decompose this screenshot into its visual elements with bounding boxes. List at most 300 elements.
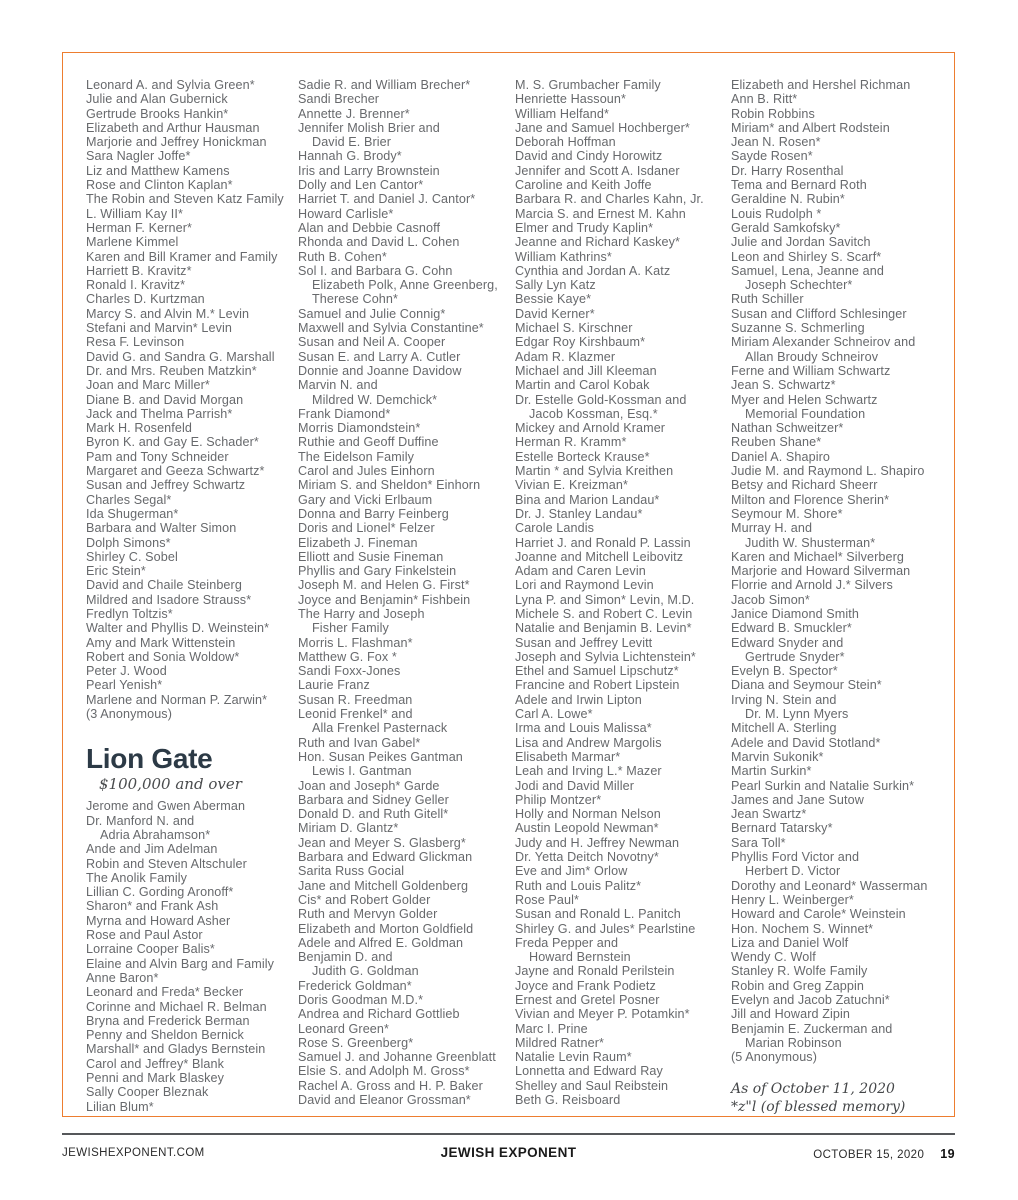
donor-name: Sally Lyn Katz xyxy=(515,278,596,293)
donor-name: Jane and Mitchell Goldenberg xyxy=(298,878,469,893)
donor-name: Bessie Kaye* xyxy=(515,292,592,307)
donor-name: Martin and Carol Kobak xyxy=(515,378,650,393)
donor-name: (5 Anonymous) xyxy=(731,1050,817,1065)
donor-name: Louis Rudolph * xyxy=(731,206,822,221)
donor-name: Morris Diamondstein* xyxy=(298,421,421,436)
donor-name: Dr. and Mrs. Reuben Matzkin* xyxy=(86,363,257,378)
donor-name: Barbara and Walter Simon xyxy=(86,521,237,536)
donor-name: Shirley C. Sobel xyxy=(86,549,178,564)
donor-name: Pearl Surkin and Natalie Surkin* xyxy=(731,778,915,793)
donor-name: Donnie and Joanne Davidow xyxy=(298,363,462,378)
donor-name: Howard Bernstein xyxy=(529,950,631,965)
donor-name: Myer and Helen Schwartz xyxy=(731,392,878,407)
donor-name: Gary and Vicki Erlbaum xyxy=(298,492,433,507)
footer-rule xyxy=(62,1133,955,1135)
donor-name: Edward B. Smuckler* xyxy=(731,621,852,636)
donor-name: Donald D. and Ruth Gitell* xyxy=(298,807,449,822)
donor-name: Bernard Tatarsky* xyxy=(731,821,833,836)
section-subtitle: $100,000 and over xyxy=(99,775,242,794)
donor-name: Lyna P. and Simon* Levin, M.D. xyxy=(515,592,695,607)
donor-name: Elizabeth J. Fineman xyxy=(298,535,418,550)
donor-name: Adele and Irwin Lipton xyxy=(515,692,642,707)
donor-name: Vivian E. Kreizman* xyxy=(515,478,628,493)
donor-name: Marjorie and Jeffrey Honickman xyxy=(86,135,267,150)
donor-name: Edward Snyder and xyxy=(731,635,844,650)
donor-name: Herman R. Kramm* xyxy=(515,435,627,450)
donor-name: Gerald Samkofsky* xyxy=(731,220,841,235)
donor-name: Carol and Jeffrey* Blank xyxy=(86,1056,224,1071)
donor-name: Jane and Samuel Hochberger* xyxy=(515,120,690,135)
donor-name: Byron K. and Gay E. Schader* xyxy=(86,435,259,450)
donor-name: Samuel, Lena, Jeanne and xyxy=(731,263,884,278)
donor-name: Andrea and Richard Gottlieb xyxy=(298,1007,460,1022)
donor-name: Lilian Blum* xyxy=(86,1099,154,1114)
footer-date-page xyxy=(813,1147,955,1161)
donor-name: Rose S. Greenberg* xyxy=(298,1035,414,1050)
donor-name: Lewis I. Gantman xyxy=(312,764,412,779)
donor-name: Sara Toll* xyxy=(731,835,786,850)
donor-name: Austin Leopold Newman* xyxy=(515,821,659,836)
donor-name: Mildred W. Demchick* xyxy=(312,392,438,407)
donor-name: Susan and Clifford Schlesinger xyxy=(731,306,907,321)
donor-name: Reuben Shane* xyxy=(731,435,822,450)
donor-name: Joan and Marc Miller* xyxy=(86,378,210,393)
donor-name: Miriam D. Glantz* xyxy=(298,821,399,836)
donor-name: Carl A. Lowe* xyxy=(515,707,593,722)
donor-name: Penni and Mark Blaskey xyxy=(86,1071,225,1085)
donor-name: Resa F. Levinson xyxy=(86,335,185,350)
donor-name: Nathan Schweitzer* xyxy=(731,421,844,436)
donor-name: Vivian and Meyer P. Potamkin* xyxy=(515,1007,690,1022)
donor-name: Ruth and Ivan Gabel* xyxy=(298,735,421,750)
donor-name: Florrie and Arnold J.* Silvers xyxy=(731,578,893,593)
donor-name: Jennifer and Scott A. Isdaner xyxy=(515,163,680,178)
donor-name: Holly and Norman Nelson xyxy=(515,807,661,822)
donor-name: Rhonda and David L. Cohen xyxy=(298,235,460,250)
donor-name: Ruth and Louis Palitz* xyxy=(515,878,642,893)
donor-name: Robin Robbins xyxy=(731,106,815,121)
donor-name: Elizabeth and Morton Goldfield xyxy=(298,921,474,936)
donor-column xyxy=(86,78,296,1114)
donor-name: (3 Anonymous) xyxy=(86,707,172,722)
donor-name: Myrna and Howard Asher xyxy=(86,913,231,928)
donor-name: Dolly and Len Cantor* xyxy=(298,178,424,193)
donor-name: David G. and Sandra G. Marshall xyxy=(86,349,275,364)
donor-name: Betsy and Richard Sheerr xyxy=(731,478,878,493)
donor-name: Joseph Schechter* xyxy=(745,278,853,293)
donor-name: Suzanne S. Schmerling xyxy=(731,321,865,336)
donor-name: Sandi Brecher xyxy=(298,92,380,107)
donor-name: Joyce and Frank Podietz xyxy=(515,978,656,993)
donor-name: Mark H. Rosenfeld xyxy=(86,421,192,436)
donor-name: Gertrude Brooks Hankin* xyxy=(86,106,229,121)
donor-name: Benjamin D. and xyxy=(298,950,393,965)
donor-name: Mickey and Arnold Kramer xyxy=(515,421,666,436)
donor-name: Evelyn B. Spector* xyxy=(731,664,838,679)
donor-name: Joseph M. and Helen G. First* xyxy=(298,578,470,593)
donor-name: David Kerner* xyxy=(515,306,595,321)
donor-name: The Robin and Steven Katz Family xyxy=(86,192,284,207)
donor-name: Judie M. and Raymond L. Shapiro xyxy=(731,464,925,479)
donor-name: Howard Carlisle* xyxy=(298,206,394,221)
donor-name: Jennifer Molish Brier and xyxy=(298,120,440,135)
donor-name: Corinne and Michael R. Belman xyxy=(86,999,267,1014)
donor-name: Wendy C. Wolf xyxy=(731,950,816,965)
donor-name: Joan and Joseph* Garde xyxy=(298,778,440,793)
donor-name: Sadie R. and William Brecher* xyxy=(298,78,471,92)
donor-name: Pearl Yenish* xyxy=(86,678,163,693)
donor-name: Alla Frenkel Pasternack xyxy=(312,721,448,736)
donor-name: Dr. M. Lynn Myers xyxy=(745,707,849,722)
donor-name: Cis* and Robert Golder xyxy=(298,892,431,907)
donor-name: Frederick Goldman* xyxy=(298,978,412,993)
donor-name: Geraldine N. Rubin* xyxy=(731,192,845,207)
donor-name: Stanley R. Wolfe Family xyxy=(731,964,868,979)
donor-name: Margaret and Geeza Schwartz* xyxy=(86,464,265,479)
donor-name: Hannah G. Brody* xyxy=(298,149,402,164)
donor-name: Iris and Larry Brownstein xyxy=(298,163,440,178)
donor-name: Martin Surkin* xyxy=(731,764,812,779)
donor-name: Sarita Russ Gocial xyxy=(298,864,405,879)
donor-name: Ann B. Ritt* xyxy=(731,92,798,107)
donor-name: Beth G. Reisboard xyxy=(515,1093,621,1108)
donor-name: Sandi Foxx-Jones xyxy=(298,664,401,679)
donor-name: Marlene and Norman P. Zarwin* xyxy=(86,692,268,707)
donor-name: Jayne and Ronald Perilstein xyxy=(515,964,675,979)
donor-name: Sol I. and Barbara G. Cohn xyxy=(298,263,453,278)
donor-name: Natalie and Benjamin B. Levin* xyxy=(515,621,692,636)
donor-name: Fisher Family xyxy=(312,621,389,636)
footer-masthead: JEWISH EXPONENT xyxy=(440,1145,577,1160)
donor-name: Estelle Borteck Krause* xyxy=(515,449,650,464)
donor-list-box xyxy=(62,52,955,1117)
donor-name: Rose and Clinton Kaplan* xyxy=(86,178,233,193)
donor-name: Ida Shugerman* xyxy=(86,506,179,521)
donor-name: Herbert D. Victor xyxy=(745,864,841,879)
donor-name: Mildred and Isadore Strauss* xyxy=(86,592,252,607)
donor-name: Rose Paul* xyxy=(515,892,580,907)
donor-name: Elliott and Susie Fineman xyxy=(298,549,444,564)
donor-name: M. S. Grumbacher Family xyxy=(515,78,661,92)
donor-name: Miriam* and Albert Rodstein xyxy=(731,120,890,135)
donor-name: Matthew G. Fox * xyxy=(298,649,397,664)
donor-name: Howard and Carole* Weinstein xyxy=(731,907,906,922)
donor-name: Charles Segal* xyxy=(86,492,172,507)
donor-name: Sara Nagler Joffe* xyxy=(86,149,191,164)
donor-name: Samuel and Julie Connig* xyxy=(298,306,446,321)
donor-name: Robin and Greg Zappin xyxy=(731,978,865,993)
donor-name: Dr. Manford N. and xyxy=(86,813,195,828)
donor-name: Elizabeth Polk, Anne Greenberg, xyxy=(312,278,498,293)
donor-name: Leonard A. and Sylvia Green* xyxy=(86,78,255,92)
donor-name: Freda Pepper and xyxy=(515,935,619,950)
donor-name: Elisabeth Marmar* xyxy=(515,749,621,764)
donor-name: Eric Stein* xyxy=(86,564,146,579)
donor-name: Hon. Nochem S. Winnet* xyxy=(731,921,874,936)
donor-name: Marcy S. and Alvin M.* Levin xyxy=(86,306,250,321)
donor-name: Barbara and Edward Glickman xyxy=(298,850,473,865)
donor-name: Sharon* and Frank Ash xyxy=(86,899,219,914)
donor-name: Jeanne and Richard Kaskey* xyxy=(515,235,681,250)
donor-name: Adam and Caren Levin xyxy=(515,564,646,579)
donor-name: Charles D. Kurtzman xyxy=(86,292,205,307)
name-list xyxy=(298,78,508,1107)
donor-name: Jill and Howard Zipin xyxy=(731,1007,850,1022)
donor-name: Annette J. Brenner* xyxy=(298,106,410,121)
donor-name: Donna and Barry Feinberg xyxy=(298,506,449,521)
donor-name: Ruth B. Cohen* xyxy=(298,249,387,264)
donor-name: Alan and Debbie Casnoff xyxy=(298,220,441,235)
donor-name: Michael and Jill Kleeman xyxy=(515,363,657,378)
donor-name: Jerome and Gwen Aberman xyxy=(86,799,246,814)
donor-name: Elizabeth and Arthur Hausman xyxy=(86,120,260,135)
donor-name: Daniel A. Shapiro xyxy=(731,449,831,464)
donor-name: Ruth Schiller xyxy=(731,292,804,307)
donor-name: Dorothy and Leonard* Wasserman xyxy=(731,878,928,893)
donor-name: Deborah Hoffman xyxy=(515,135,616,150)
donor-name: Carole Landis xyxy=(515,521,595,536)
donor-name: Anne Baron* xyxy=(86,970,159,985)
donor-name: The Harry and Joseph xyxy=(298,606,425,621)
donor-name: Jacob Simon* xyxy=(731,592,810,607)
asof-note xyxy=(731,1080,941,1116)
donor-name: Jean N. Rosen* xyxy=(731,135,821,150)
donor-name: Leonard Green* xyxy=(298,1021,390,1036)
donor-name: Susan and Ronald L. Panitch xyxy=(515,907,681,922)
name-list xyxy=(86,799,296,1114)
donor-name: Barbara and Sidney Geller xyxy=(298,792,449,807)
donor-name: Irma and Louis Malissa* xyxy=(515,721,652,736)
donor-name: Sayde Rosen* xyxy=(731,149,813,164)
donor-name: Harriett B. Kravitz* xyxy=(86,263,192,278)
donor-name: David E. Brier xyxy=(312,135,392,150)
donor-name: Susan and Jeffrey Schwartz xyxy=(86,478,246,493)
donor-name: Leon and Shirley S. Scarf* xyxy=(731,249,882,264)
donor-name: Therese Cohn* xyxy=(312,292,399,307)
donor-name: Fredlyn Toltzis* xyxy=(86,606,173,621)
donor-name: James and Jane Sutow xyxy=(731,792,864,807)
donor-name: Janice Diamond Smith xyxy=(731,606,859,621)
donor-name: Diane B. and David Morgan xyxy=(86,392,244,407)
donor-name: Maxwell and Sylvia Constantine* xyxy=(298,321,484,336)
donor-name: Michael S. Kirschner xyxy=(515,321,633,336)
donor-name: Francine and Robert Lipstein xyxy=(515,678,680,693)
donor-name: Sally Cooper Bleznak xyxy=(86,1085,209,1100)
donor-name: Marshall* and Gladys Bernstein xyxy=(86,1042,266,1057)
donor-name: Marjorie and Howard Silverman xyxy=(731,564,911,579)
donor-name: Phyllis Ford Victor and xyxy=(731,850,860,865)
donor-name: Susan and Neil A. Cooper xyxy=(298,335,446,350)
name-list xyxy=(86,78,296,721)
donor-name: Susan and Jeffrey Levitt xyxy=(515,635,653,650)
donor-name: Bina and Marion Landau* xyxy=(515,492,660,507)
donor-name: Ernest and Gretel Posner xyxy=(515,993,660,1007)
donor-name: Philip Montzer* xyxy=(515,792,602,807)
donor-name: Marvin N. and xyxy=(298,378,378,393)
donor-name: Adam R. Klazmer xyxy=(515,349,616,364)
donor-name: Peter J. Wood xyxy=(86,664,167,679)
donor-name: Hon. Susan Peikes Gantman xyxy=(298,749,463,764)
donor-name: The Eidelson Family xyxy=(298,449,414,464)
donor-name: Irving N. Stein and xyxy=(731,692,837,707)
donor-name: Morris L. Flashman* xyxy=(298,635,413,650)
donor-name: Milton and Florence Sherin* xyxy=(731,492,890,507)
donor-name: Marc I. Prine xyxy=(515,1021,588,1036)
donor-name: Shelley and Saul Reibstein xyxy=(515,1078,669,1093)
donor-name: Barbara R. and Charles Kahn, Jr. xyxy=(515,192,704,207)
donor-name: Adele and David Stotland* xyxy=(731,735,881,750)
donor-name: Doris Goodman M.D.* xyxy=(298,993,424,1007)
name-list xyxy=(731,78,941,1064)
donor-name: Judith G. Goldman xyxy=(312,964,419,979)
page-footer xyxy=(62,1144,955,1164)
donor-name: Natalie Levin Raum* xyxy=(515,1050,632,1065)
donor-name: Marvin Sukonik* xyxy=(731,749,824,764)
donor-name: Eve and Jim* Orlow xyxy=(515,864,628,879)
donor-name: William Helfand* xyxy=(515,106,609,121)
donor-name: Judy and H. Jeffrey Newman xyxy=(515,835,680,850)
footer-date: OCTOBER 15, 2020 xyxy=(813,1149,925,1161)
donor-name: Tema and Bernard Roth xyxy=(731,178,867,193)
donor-name: Mildred Ratner* xyxy=(515,1035,604,1050)
donor-name: Benjamin E. Zuckerman and xyxy=(731,1021,893,1036)
donor-name: David and Eleanor Grossman* xyxy=(298,1093,471,1108)
donor-name: David and Cindy Horowitz xyxy=(515,149,663,164)
donor-name: Elizabeth and Hershel Richman xyxy=(731,78,911,92)
donor-name: Mitchell A. Sterling xyxy=(731,721,837,736)
donor-name: Carol and Jules Einhorn xyxy=(298,464,435,479)
donor-name: Frank Diamond* xyxy=(298,406,391,421)
donor-name: Ande and Jim Adelman xyxy=(86,842,218,857)
donor-name: Gertrude Snyder* xyxy=(745,649,845,664)
donor-name: Ruth and Mervyn Golder xyxy=(298,907,438,922)
donor-name: Lorraine Cooper Balis* xyxy=(86,942,215,957)
donor-name: Murray H. and xyxy=(731,521,813,536)
donor-name: Leonid Frenkel* and xyxy=(298,707,413,722)
donor-name: Miriam Alexander Schneirov and xyxy=(731,335,916,350)
donor-column xyxy=(731,78,941,1116)
donor-name: Marian Robinson xyxy=(745,1035,842,1050)
donor-name: Pam and Tony Schneider xyxy=(86,449,229,464)
donor-name: Liza and Daniel Wolf xyxy=(731,935,849,950)
donor-name: Shirley G. and Jules* Pearlstine xyxy=(515,921,696,936)
donor-name: Joseph and Sylvia Lichtenstein* xyxy=(515,649,696,664)
donor-name: Walter and Phyllis D. Weinstein* xyxy=(86,621,270,636)
donor-name: L. William Kay II* xyxy=(86,206,183,221)
donor-name: Laurie Franz xyxy=(298,678,370,693)
donor-name: Jean Swartz* xyxy=(731,807,807,822)
donor-name: Leonard and Freda* Becker xyxy=(86,985,244,1000)
donor-name: Karen and Michael* Silverberg xyxy=(731,549,905,564)
donor-name: Ethel and Samuel Lipschutz* xyxy=(515,664,679,679)
donor-name: Edgar Roy Kirshbaum* xyxy=(515,335,646,350)
donor-name: Leah and Irving L.* Mazer xyxy=(515,764,662,779)
donor-name: Penny and Sheldon Bernick xyxy=(86,1028,244,1043)
donor-name: Rose and Paul Astor xyxy=(86,928,203,943)
donor-name: Lonnetta and Edward Ray xyxy=(515,1064,663,1079)
donor-name: Ronald I. Kravitz* xyxy=(86,278,186,293)
donor-name: Dr. J. Stanley Landau* xyxy=(515,506,643,521)
donor-name: Harriet J. and Ronald P. Lassin xyxy=(515,535,691,550)
donor-name: Bryna and Frederick Berman xyxy=(86,1013,250,1028)
donor-name: Elmer and Trudy Kaplin* xyxy=(515,220,654,235)
donor-name: Julie and Jordan Savitch xyxy=(731,235,871,250)
donor-name: Allan Broudy Schneirov xyxy=(745,349,879,364)
donor-name: Liz and Matthew Kamens xyxy=(86,163,230,178)
donor-name: Robin and Steven Altschuler xyxy=(86,856,247,871)
donor-name: Henry L. Weinberger* xyxy=(731,892,854,907)
donor-name: Doris and Lionel* Felzer xyxy=(298,521,435,536)
donor-name: Jean S. Schwartz* xyxy=(731,378,836,393)
donor-name: Cynthia and Jordan A. Katz xyxy=(515,263,671,278)
donor-name: Harriet T. and Daniel J. Cantor* xyxy=(298,192,476,207)
donor-name: Joanne and Mitchell Leibovitz xyxy=(515,549,684,564)
donor-name: Amy and Mark Wittenstein xyxy=(86,635,236,650)
donor-name: David and Chaile Steinberg xyxy=(86,578,242,593)
donor-name: Jodi and David Miller xyxy=(515,778,634,793)
donor-name: Adele and Alfred E. Goldman xyxy=(298,935,464,950)
name-list xyxy=(515,78,725,1107)
donor-name: Julie and Alan Gubernick xyxy=(86,92,228,107)
donor-name: Dolph Simons* xyxy=(86,535,171,550)
footer-website: JEWISHEXPONENT.COM xyxy=(62,1147,205,1159)
donor-name: Marcia S. and Ernest M. Kahn xyxy=(515,206,686,221)
donor-name: Jacob Kossman, Esq.* xyxy=(529,406,658,421)
donor-name: Ruthie and Geoff Duffine xyxy=(298,435,439,450)
donor-name: Adria Abrahamson* xyxy=(100,827,211,842)
donor-name: Rachel A. Gross and H. P. Baker xyxy=(298,1078,483,1093)
donor-name: Jean and Meyer S. Glasberg* xyxy=(298,835,466,850)
donor-name: The Anolik Family xyxy=(86,870,188,885)
donor-name: Karen and Bill Kramer and Family xyxy=(86,249,278,264)
donor-name: Michele S. and Robert C. Levin xyxy=(515,606,693,621)
section-heading: Lion Gate xyxy=(86,743,213,775)
donor-name: Susan E. and Larry A. Cutler xyxy=(298,349,461,364)
donor-column xyxy=(515,78,725,1107)
donor-name: Elaine and Alvin Barg and Family xyxy=(86,956,275,971)
donor-name: Dr. Estelle Gold-Kossman and xyxy=(515,392,687,407)
donor-name: Henriette Hassoun* xyxy=(515,92,627,107)
donor-name: Joyce and Benjamin* Fishbein xyxy=(298,592,471,607)
donor-name: Ferne and William Schwartz xyxy=(731,363,891,378)
donor-name: Caroline and Keith Joffe xyxy=(515,178,652,193)
donor-name: Lori and Raymond Levin xyxy=(515,578,654,593)
note-line: As of October 11, 2020 xyxy=(731,1081,895,1098)
donor-name: Dr. Harry Rosenthal xyxy=(731,163,844,178)
donor-name: Elsie S. and Adolph M. Gross* xyxy=(298,1064,470,1079)
donor-name: Evelyn and Jacob Zatuchni* xyxy=(731,993,890,1007)
donor-name: Diana and Seymour Stein* xyxy=(731,678,882,693)
donor-name: Lillian C. Gording Aronoff* xyxy=(86,885,234,900)
donor-name: Stefani and Marvin* Levin xyxy=(86,321,233,336)
note-line: *z"l (of blessed memory) xyxy=(731,1099,906,1116)
donor-name: William Kathrins* xyxy=(515,249,612,264)
donor-name: Martin * and Sylvia Kreithen xyxy=(515,464,674,479)
donor-name: Marlene Kimmel xyxy=(86,235,179,250)
donor-column xyxy=(298,78,508,1107)
donor-name: Susan R. Freedman xyxy=(298,692,413,707)
donor-name: Memorial Foundation xyxy=(745,406,866,421)
donor-name: Robert and Sonia Woldow* xyxy=(86,649,240,664)
donor-name: Judith W. Shusterman* xyxy=(745,535,876,550)
donor-name: Lisa and Andrew Margolis xyxy=(515,735,662,750)
footer-page-number: 19 xyxy=(940,1147,955,1161)
donor-name: Herman F. Kerner* xyxy=(86,220,192,235)
donor-name: Samuel J. and Johanne Greenblatt xyxy=(298,1050,496,1065)
donor-name: Dr. Yetta Deitch Novotny* xyxy=(515,850,659,865)
donor-name: Phyllis and Gary Finkelstein xyxy=(298,564,457,579)
donor-name: Jack and Thelma Parrish* xyxy=(86,406,233,421)
